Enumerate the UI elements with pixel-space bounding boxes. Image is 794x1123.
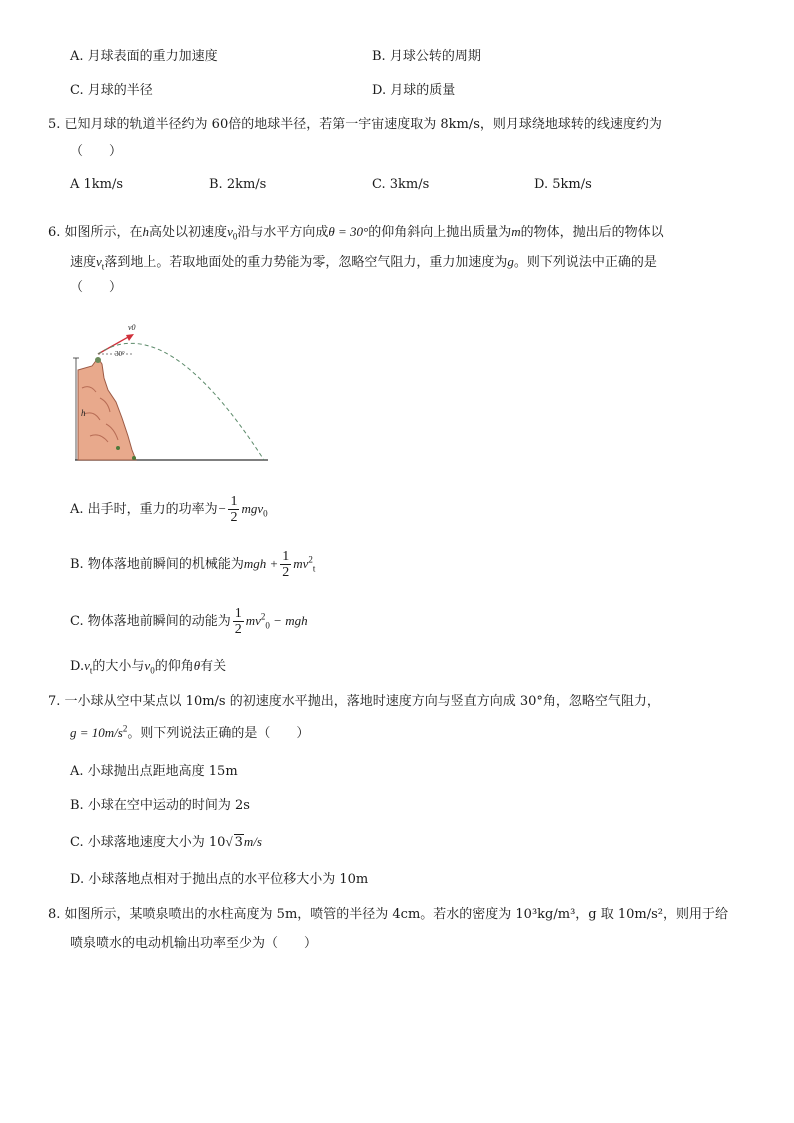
q5-option-b: B. 2km/s xyxy=(209,177,267,192)
math-term: θ xyxy=(193,658,201,673)
fraction-denominator: 2 xyxy=(282,565,290,580)
q5-option-c: C. 3km/s xyxy=(372,177,430,192)
q6-option-d-text: 的仰角 xyxy=(154,659,194,674)
q4-option-d: D. 月球的质量 xyxy=(372,83,456,98)
math-term: mv xyxy=(245,613,261,628)
math-term: mgh + xyxy=(243,556,279,571)
fraction xyxy=(233,606,244,637)
fraction xyxy=(228,494,239,525)
q6-subscript: 0 xyxy=(232,231,238,242)
cliff-projectile-diagram-svg xyxy=(70,318,270,468)
fraction-denominator: 2 xyxy=(234,622,242,637)
q4-option-b: B. 月球公转的周期 xyxy=(372,49,481,64)
q7-option-c-text: C. 小球落地速度大小为 10 xyxy=(70,835,226,850)
thrower-figure xyxy=(95,357,101,363)
fraction-denominator: 2 xyxy=(230,510,238,525)
bush-mark xyxy=(132,456,136,460)
q6-answer-paren: （ ） xyxy=(70,280,123,295)
q6-var-m: m xyxy=(511,224,521,239)
cliff-shape xyxy=(78,358,136,460)
q6-option-d-text: 的大小与 xyxy=(92,659,145,674)
sqrt-sign: √ xyxy=(225,834,233,849)
sqrt-radicand: 3 xyxy=(234,835,243,850)
v0-label: v0 xyxy=(128,323,136,332)
q6-stem-line2 xyxy=(70,252,657,273)
math-term: m/s xyxy=(243,834,262,849)
fraction-numerator: 1 xyxy=(230,494,238,509)
subscript: 0 xyxy=(150,665,155,676)
q6-option-d-text: 有关 xyxy=(200,659,227,674)
subscript: 0 xyxy=(265,620,270,631)
q6-option-b xyxy=(70,549,315,580)
fraction-numerator: 1 xyxy=(234,606,242,621)
q7-option-a: A. 小球抛出点距地高度 15m xyxy=(70,764,238,779)
q6-option-d-text: D. xyxy=(70,659,85,674)
fraction xyxy=(280,549,291,580)
superscript: 2 xyxy=(260,611,266,622)
q6-stem-text: 落到地上。若取地面处的重力势能为零，忽略空气阻力，重力加速度为 xyxy=(104,255,508,270)
q6-option-a xyxy=(70,494,268,525)
height-label: h xyxy=(81,408,86,418)
cliff-projectile-diagram xyxy=(70,318,270,468)
angle-label: 30° xyxy=(115,350,125,358)
q6-var-v: v xyxy=(96,254,102,269)
q6-angle: θ = 30° xyxy=(328,224,369,239)
q4-option-c: C. 月球的半径 xyxy=(70,83,153,98)
q6-stem-text: 的仰角斜向上抛出质量为 xyxy=(368,225,512,240)
q6-option-b-text: B. 物体落地前瞬间的机械能为 xyxy=(70,557,244,572)
q6-stem-text: 。则下列说法中正确的是 xyxy=(513,255,657,270)
superscript: 2 xyxy=(122,723,128,734)
fraction-numerator: 1 xyxy=(282,549,290,564)
q6-subscript: t xyxy=(101,261,105,272)
subscript: t xyxy=(312,563,316,574)
q5-option-a: A 1km/s xyxy=(70,177,124,192)
q7-option-b: B. 小球在空中运动的时间为 2s xyxy=(70,798,250,813)
q6-var-v: v xyxy=(227,224,233,239)
q5-stem: 5. 已知月球的轨道半径约为 60倍的地球半径，若第一宇宙速度取为 8km/s，则月球绕地球转的线速度约为 xyxy=(48,117,662,132)
q7-stem-line2 xyxy=(70,723,309,744)
q7-stem: 7. 一小球从空中某点以 10m/s 的初速度水平抛出，落地时速度方向与竖直方向成 30°角，忽略空气阻力， xyxy=(48,694,660,709)
q6-option-a-text: A. 出手时，重力的功率为 xyxy=(70,502,218,517)
bush-mark xyxy=(116,446,120,450)
subscript: t xyxy=(89,665,93,676)
q6-stem-line1 xyxy=(48,222,664,243)
q6-stem-text: 的物体，抛出后的物体以 xyxy=(520,225,664,240)
q6-stem-text: 6. 如图所示，在 xyxy=(48,225,143,240)
math-term: g = 10m/s xyxy=(70,725,123,740)
q7-option-c xyxy=(70,832,262,853)
q5-option-d: D. 5km/s xyxy=(534,177,592,192)
minus-sign: − xyxy=(217,501,227,516)
superscript: 2 xyxy=(308,554,313,565)
math-term: mgv xyxy=(241,501,264,516)
q6-option-d xyxy=(70,656,226,677)
q7-stem-text: 。则下列说法正确的是（ ） xyxy=(127,726,310,741)
q5-answer-paren: （ ） xyxy=(70,144,123,159)
math-term: − mgh xyxy=(269,613,308,628)
q6-stem-text: 沿与水平方向成 xyxy=(237,225,329,240)
q8-stem-line2: 喷泉喷水的电动机输出功率至少为（ ） xyxy=(70,936,318,951)
q6-option-c-text: C. 物体落地前瞬间的动能为 xyxy=(70,614,231,629)
q6-var-h: h xyxy=(142,224,150,239)
subscript: 0 xyxy=(263,508,268,519)
q6-stem-text: 高处以初速度 xyxy=(149,225,228,240)
q7-option-d: D. 小球落地点相对于抛出点的水平位移大小为 10m xyxy=(70,872,369,887)
math-term: mv xyxy=(293,556,309,571)
math-term: v xyxy=(144,658,151,673)
velocity-arrow xyxy=(98,336,130,354)
math-term: v xyxy=(84,658,90,673)
q8-stem: 8. 如图所示，某喷泉喷出的水柱高度为 5m，喷管的半径为 4cm。若水的密度为 10³kg/m³，g 取 10m/s²，则用于给 xyxy=(48,907,728,922)
q4-option-a: A. 月球表面的重力加速度 xyxy=(70,49,218,64)
q6-var-g: g xyxy=(507,254,514,269)
q6-stem-text: 速度 xyxy=(70,255,97,270)
q6-option-c xyxy=(70,606,308,637)
